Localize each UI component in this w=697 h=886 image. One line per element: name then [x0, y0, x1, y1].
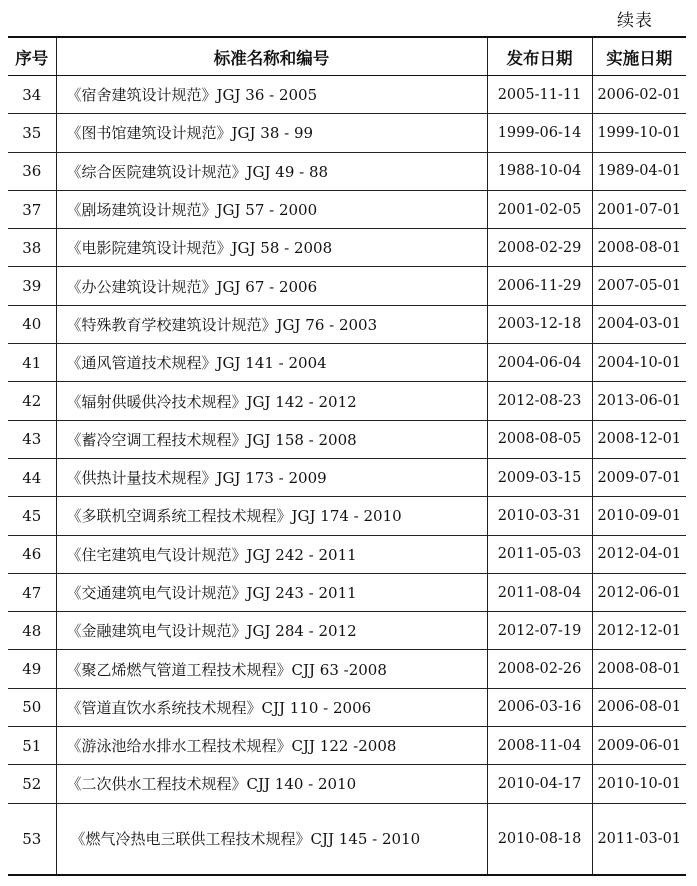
table-row	[8, 497, 686, 535]
cell-implement-date: 2004-03-01	[592, 305, 686, 343]
cell-publish-date: 2008-02-26	[487, 650, 592, 688]
cell-implement-date: 2001-07-01	[592, 190, 686, 228]
cell-implement-date: 2009-06-01	[592, 727, 686, 765]
table-header-row	[8, 37, 686, 76]
cell-publish-date: 2009-03-15	[487, 458, 592, 496]
table-row	[8, 535, 686, 573]
cell-standard-name: 《交通建筑电气设计规范》JGJ 243 - 2011	[56, 573, 487, 611]
cell-standard-name: 《多联机空调系统工程技术规程》JGJ 174 - 2010	[56, 497, 487, 535]
cell-serial-number: 45	[8, 497, 56, 535]
table-row	[8, 382, 686, 420]
cell-serial-number: 35	[8, 114, 56, 152]
cell-serial-number: 40	[8, 305, 56, 343]
cell-implement-date: 2010-10-01	[592, 765, 686, 803]
cell-publish-date: 2006-03-16	[487, 688, 592, 726]
table-row	[8, 612, 686, 650]
cell-standard-name: 《办公建筑设计规范》JGJ 67 - 2006	[56, 267, 487, 305]
cell-standard-name: 《游泳池给水排水工程技术规程》CJJ 122 -2008	[56, 727, 487, 765]
cell-standard-name: 《蓄冷空调工程技术规程》JGJ 158 - 2008	[56, 420, 487, 458]
cell-implement-date: 2012-04-01	[592, 535, 686, 573]
cell-serial-number: 53	[8, 803, 56, 875]
cell-standard-name: 《剧场建筑设计规范》JGJ 57 - 2000	[56, 190, 487, 228]
continued-table-label: 续表	[617, 11, 653, 31]
cell-standard-name: 《通风管道技术规程》JGJ 141 - 2004	[56, 344, 487, 382]
cell-standard-name: 《综合医院建筑设计规范》JGJ 49 - 88	[56, 152, 487, 190]
table-row	[8, 267, 686, 305]
cell-publish-date: 2008-02-29	[487, 229, 592, 267]
table-row	[8, 420, 686, 458]
cell-publish-date: 2012-08-23	[487, 382, 592, 420]
cell-publish-date: 2004-06-04	[487, 344, 592, 382]
cell-serial-number: 37	[8, 190, 56, 228]
cell-standard-name: 《特殊教育学校建筑设计规范》JGJ 76 - 2003	[56, 305, 487, 343]
cell-publish-date: 2005-11-11	[487, 76, 592, 114]
cell-serial-number: 48	[8, 612, 56, 650]
cell-serial-number: 43	[8, 420, 56, 458]
table-row	[8, 573, 686, 611]
cell-publish-date: 2012-07-19	[487, 612, 592, 650]
cell-standard-name: 《辐射供暖供冷技术规程》JGJ 142 - 2012	[56, 382, 487, 420]
cell-implement-date: 2012-06-01	[592, 573, 686, 611]
cell-standard-name: 《聚乙烯燃气管道工程技术规程》CJJ 63 -2008	[56, 650, 487, 688]
table-row	[8, 688, 686, 726]
table-row	[8, 114, 686, 152]
table-row	[8, 305, 686, 343]
cell-standard-name: 《电影院建筑设计规范》JGJ 58 - 2008	[56, 229, 487, 267]
table-row	[8, 650, 686, 688]
header-standard-name: 标准名称和编号	[56, 37, 487, 76]
cell-standard-name: 《宿舍建筑设计规范》JGJ 36 - 2005	[56, 76, 487, 114]
cell-standard-name: 《管道直饮水系统技术规程》CJJ 110 - 2006	[56, 688, 487, 726]
cell-implement-date: 2011-03-01	[592, 803, 686, 875]
cell-implement-date: 2008-08-01	[592, 650, 686, 688]
cell-standard-name: 《燃气冷热电三联供工程技术规程》CJJ 145 - 2010	[56, 803, 487, 875]
cell-implement-date: 2004-10-01	[592, 344, 686, 382]
cell-serial-number: 34	[8, 76, 56, 114]
cell-serial-number: 51	[8, 727, 56, 765]
table-row	[8, 727, 686, 765]
cell-publish-date: 2008-11-04	[487, 727, 592, 765]
cell-serial-number: 47	[8, 573, 56, 611]
header-implement-date: 实施日期	[592, 37, 686, 76]
cell-publish-date: 2010-04-17	[487, 765, 592, 803]
cell-publish-date: 1999-06-14	[487, 114, 592, 152]
cell-implement-date: 2008-08-01	[592, 229, 686, 267]
table-row	[8, 803, 686, 875]
table-row	[8, 344, 686, 382]
cell-implement-date: 2007-05-01	[592, 267, 686, 305]
cell-publish-date: 2010-08-18	[487, 803, 592, 875]
cell-implement-date: 1999-10-01	[592, 114, 686, 152]
table-row	[8, 190, 686, 228]
cell-publish-date: 2008-08-05	[487, 420, 592, 458]
cell-publish-date: 1988-10-04	[487, 152, 592, 190]
cell-publish-date: 2003-12-18	[487, 305, 592, 343]
cell-publish-date: 2011-05-03	[487, 535, 592, 573]
cell-serial-number: 38	[8, 229, 56, 267]
table-row	[8, 76, 686, 114]
cell-serial-number: 50	[8, 688, 56, 726]
standards-table	[8, 36, 686, 876]
cell-implement-date: 2012-12-01	[592, 612, 686, 650]
cell-serial-number: 46	[8, 535, 56, 573]
cell-implement-date: 2008-12-01	[592, 420, 686, 458]
cell-implement-date: 2009-07-01	[592, 458, 686, 496]
cell-implement-date: 2006-08-01	[592, 688, 686, 726]
cell-serial-number: 36	[8, 152, 56, 190]
cell-implement-date: 2013-06-01	[592, 382, 686, 420]
cell-publish-date: 2011-08-04	[487, 573, 592, 611]
cell-publish-date: 2006-11-29	[487, 267, 592, 305]
cell-standard-name: 《金融建筑电气设计规范》JGJ 284 - 2012	[56, 612, 487, 650]
cell-serial-number: 52	[8, 765, 56, 803]
header-publish-date: 发布日期	[487, 37, 592, 76]
cell-standard-name: 《供热计量技术规程》JGJ 173 - 2009	[56, 458, 487, 496]
cell-standard-name: 《住宅建筑电气设计规范》JGJ 242 - 2011	[56, 535, 487, 573]
cell-serial-number: 44	[8, 458, 56, 496]
cell-standard-name: 《图书馆建筑设计规范》JGJ 38 - 99	[56, 114, 487, 152]
cell-publish-date: 2010-03-31	[487, 497, 592, 535]
cell-serial-number: 41	[8, 344, 56, 382]
cell-serial-number: 42	[8, 382, 56, 420]
table-row	[8, 229, 686, 267]
cell-implement-date: 1989-04-01	[592, 152, 686, 190]
cell-serial-number: 49	[8, 650, 56, 688]
header-serial-number: 序号	[8, 37, 56, 76]
table-row	[8, 458, 686, 496]
cell-serial-number: 39	[8, 267, 56, 305]
cell-publish-date: 2001-02-05	[487, 190, 592, 228]
cell-implement-date: 2010-09-01	[592, 497, 686, 535]
cell-implement-date: 2006-02-01	[592, 76, 686, 114]
table-row	[8, 152, 686, 190]
cell-standard-name: 《二次供水工程技术规程》CJJ 140 - 2010	[56, 765, 487, 803]
table-row	[8, 765, 686, 803]
